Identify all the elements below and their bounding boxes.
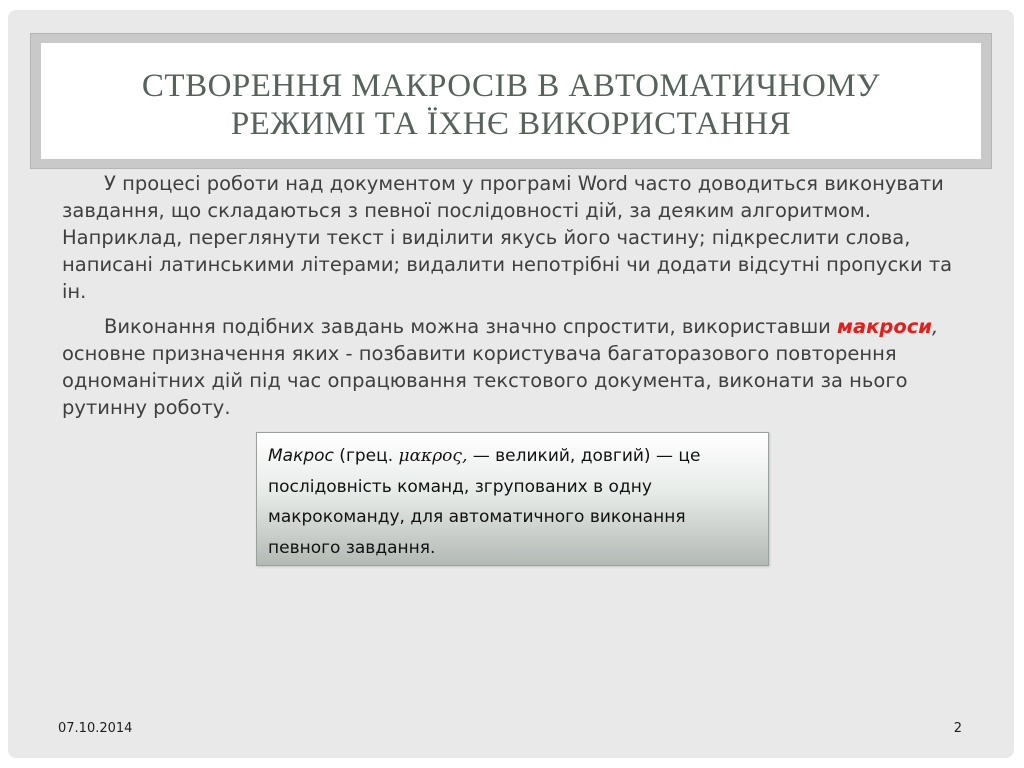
footer-date: 07.10.2014 xyxy=(58,721,133,736)
paragraph-2-suffix: основне призначення яких - позбавити користувача багаторазового повторення одноманітних дій під час опрацювання текстового документа, виконати за нього рутинну роботу. xyxy=(62,342,908,419)
paragraph-1: У процесі роботи над документом у програмі Word часто доводиться виконувати завдання, що складаються з певної послідовності дій, за деяким алгоритмом. Наприклад, переглянути текст і виділити якусь його частину; підкреслити слова, написані латинськими літерами; видалити непотрібні чи додати відсутні пропуски та ін. xyxy=(62,172,953,303)
title-panel xyxy=(41,43,981,159)
page-number: 2 xyxy=(953,721,962,736)
definition-term: Макрос xyxy=(268,446,334,466)
slide-body xyxy=(62,170,962,429)
definition-box xyxy=(256,432,769,566)
paragraph-2 xyxy=(62,313,962,421)
definition-origin-prefix: (грец. xyxy=(333,446,399,466)
definition-text: — великий, довгий) — це послідовність команд, згрупованих в одну макрокоманду, для автоматичного виконання певного завдання. xyxy=(268,446,701,558)
paragraph-2-comma: , xyxy=(931,315,939,338)
slide-title-line-2: РЕЖИМІ ТА ЇХНЄ ВИКОРИСТАННЯ xyxy=(230,106,792,142)
paragraph-2-prefix: Виконання подібних завдань можна значно спростити, використавши xyxy=(104,315,838,338)
macros-highlight: макроси xyxy=(837,315,932,338)
slide-title xyxy=(41,67,981,143)
definition-greek-word: μακρος, xyxy=(398,446,468,466)
slide xyxy=(8,10,1014,758)
title-frame xyxy=(30,33,992,169)
slide-title-line-1: СТВОРЕННЯ МАКРОСІВ В АВТОМАТИЧНОМУ xyxy=(141,68,881,104)
